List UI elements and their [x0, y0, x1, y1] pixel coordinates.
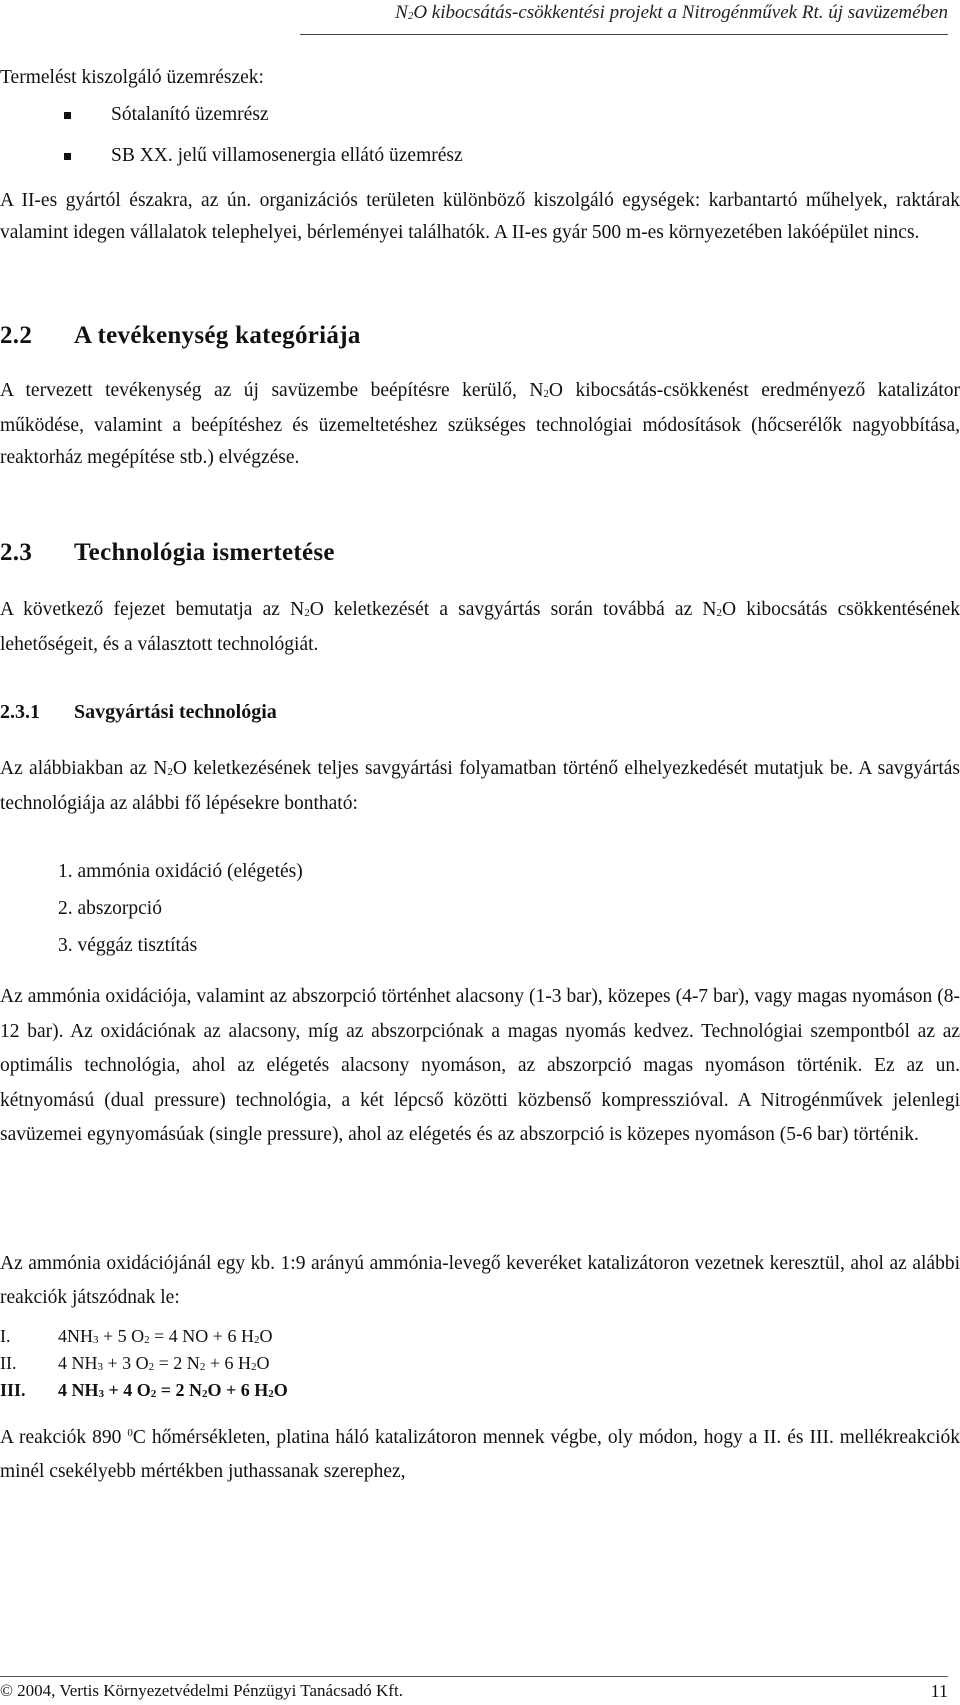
text-run: + 3 O — [103, 1353, 149, 1373]
intro-heading-line — [0, 62, 960, 94]
step-list-item — [58, 893, 162, 925]
text-run: O kibocsátás csökkentésének lehetőségeit, és a választott technológiát. — [0, 599, 960, 655]
text-run: O keletkezését a savgyártás során továbbá az N — [309, 599, 717, 620]
header-subscript: 2 — [407, 10, 414, 22]
text-run: + 6 H — [205, 1353, 251, 1373]
text-run: + 5 O — [98, 1326, 145, 1346]
subscript: 2 — [144, 1334, 150, 1346]
text-run: = 4 NO + 6 H — [149, 1326, 254, 1346]
subscript: 3 — [93, 1334, 99, 1346]
text-run: 4 NH — [58, 1353, 98, 1373]
page-number: 11 — [930, 1681, 948, 1701]
section-heading-2-3-1 — [0, 697, 277, 727]
header-text-b: O kibocsátás-csökkentési projekt a Nitrogénművek Rt. új savüzemében — [413, 2, 948, 23]
text-run: 4NH — [58, 1326, 93, 1346]
square-bullet-icon — [64, 153, 71, 160]
intro-paragraph: A II-es gyártól északra, az ún. organizációs területen különböző kiszolgáló egységek: karbantartó műhelyek, raktárak valamint idegen vállalatok telephelyei, bérleményei találhatók. A II-es gyár 500 m-es környezetében lakóépület nincs. — [0, 190, 960, 243]
section-heading-2-3 — [0, 537, 335, 569]
section-title: Savgyártási technológia — [74, 701, 277, 723]
text-run: A tervezett tevékenység az új savüzembe beépítésre kerülő, N — [0, 380, 544, 401]
intro-paragraph-block — [0, 185, 960, 249]
reaction-line-3 — [0, 1377, 288, 1407]
subscript: 3 — [97, 1361, 103, 1373]
step-text: 2. abszorpció — [58, 898, 162, 919]
text-run: O — [256, 1353, 270, 1373]
subscript: 2 — [716, 607, 722, 619]
text-run: O keletkezésének teljes savgyártási folyamatban történő elhelyezkedését mutatjuk be. A savgyártás technológiája az alábbi fő lépésekre bontható: — [0, 758, 960, 814]
running-header — [300, 0, 948, 35]
step-list-item — [58, 856, 303, 888]
text-run: A reakciók 890 — [0, 1427, 128, 1448]
section-number: 2.3 — [0, 539, 33, 566]
text-run: A következő fejezet bemutatja az N — [0, 599, 305, 620]
subscript: 2 — [268, 1388, 274, 1400]
bullet-text: SB XX. jelű villamosenergia ellátó üzemrész — [111, 145, 463, 166]
s23-paragraph-block — [0, 594, 960, 661]
bullet-text: Sótalanító üzemrész — [111, 104, 269, 125]
pressure-paragraph-block — [0, 980, 960, 1153]
section-title: Technológia ismertetése — [74, 539, 335, 566]
reaction-number: III. — [0, 1380, 26, 1400]
step-text: 3. véggáz tisztítás — [58, 935, 198, 956]
subscript: 2 — [199, 1361, 206, 1373]
text-run: Az alábbiakban az N — [0, 758, 168, 779]
reaction-line-1 — [0, 1323, 272, 1353]
text-run: O — [273, 1380, 288, 1400]
section-number: 2.2 — [0, 322, 33, 349]
text-run: = 2 N — [156, 1380, 203, 1400]
subscript: 2 — [150, 1388, 157, 1400]
s231-paragraph-block — [0, 753, 960, 820]
bullet-item — [111, 100, 269, 130]
s22-paragraph-block — [0, 375, 960, 474]
square-bullet-icon — [64, 112, 71, 119]
text-run: O kibocsátás-csökkenést eredményező katalizátor működése, valamint a beépítéshez és üzemeltetéshez szükséges technológiai módosítások (hőcserélők nagyobbítása, reaktorház megépítése stb.) elvégzése. — [0, 380, 960, 468]
s231-paragraph — [0, 753, 960, 820]
subscript: 2 — [167, 766, 173, 778]
s22-paragraph — [0, 375, 960, 474]
bullet-item — [111, 141, 463, 171]
superscript: 0 — [127, 1427, 133, 1439]
temperature-paragraph — [0, 1416, 960, 1489]
text-run: O + 6 H — [207, 1380, 269, 1400]
intro-label: Termelést kiszolgáló üzemrészek: — [0, 67, 264, 88]
text-run: 4 NH — [58, 1380, 99, 1400]
subscript: 2 — [250, 1361, 257, 1373]
footer-divider — [0, 1676, 948, 1677]
s23-paragraph — [0, 594, 960, 661]
text-run: = 2 N — [154, 1353, 200, 1373]
pressure-paragraph: Az ammónia oxidációja, valamint az abszorpció történhet alacsony (1-3 bar), közepes (4-7 bar), vagy magas nyomáson (8-12 bar). Az oxidációnak az alacsony, míg az abszorpciónak a magas nyomás kedvez. Technológiai szempontból az az optimális technológia, ahol az elégetés alacsony nyomáson, az abszorpció magas nyomáson történik. Ez az un. kétnyomású (dual pressure) technológia, a két lépcső közötti közbenső kompresszióval. A Nitrogénművek jelenlegi savüzemei egynyomásúak (single pressure), ahol az elégetés és az abszorpció is közepes nyomáson (5-6 bar) történik. — [0, 986, 960, 1146]
text-run: C hőmérsékleten, platina háló katalizátoron mennek végbe, oly módon, hogy a II. és III. mellékreakciók minél csekélyebb mértékben juthassanak szerephez, — [0, 1427, 960, 1482]
page-footer — [0, 1680, 948, 1702]
subscript: 2 — [543, 388, 549, 400]
text-run: + 4 O — [104, 1380, 151, 1400]
section-title: A tevékenység kategóriája — [74, 322, 361, 349]
header-text-a: N — [395, 2, 408, 23]
reaction-number: II. — [0, 1353, 17, 1373]
subscript: 2 — [148, 1361, 155, 1373]
subscript: 2 — [253, 1334, 260, 1346]
text-run: O — [259, 1326, 273, 1346]
oxidation-paragraph: Az ammónia oxidációjánál egy kb. 1:9 arányú ammónia-levegő keveréket katalizátoron vezetnek keresztül, ahol az alábbi reakciók játszódnak le: — [0, 1253, 960, 1308]
footer-copyright: © 2004, Vertis Környezetvédelmi Pénzügyi Tanácsadó Kft. — [0, 1681, 403, 1700]
section-heading-2-2 — [0, 320, 361, 352]
reaction-number: I. — [0, 1326, 11, 1346]
step-text: 1. ammónia oxidáció (elégetés) — [58, 861, 303, 882]
reaction-line-2 — [0, 1350, 269, 1380]
step-list-item — [58, 930, 197, 962]
temperature-paragraph-block — [0, 1416, 960, 1489]
oxidation-paragraph-block — [0, 1247, 960, 1315]
subscript: 3 — [98, 1388, 104, 1400]
subscript: 2 — [202, 1388, 208, 1400]
subscript: 2 — [304, 607, 310, 619]
section-number: 2.3.1 — [0, 701, 40, 723]
